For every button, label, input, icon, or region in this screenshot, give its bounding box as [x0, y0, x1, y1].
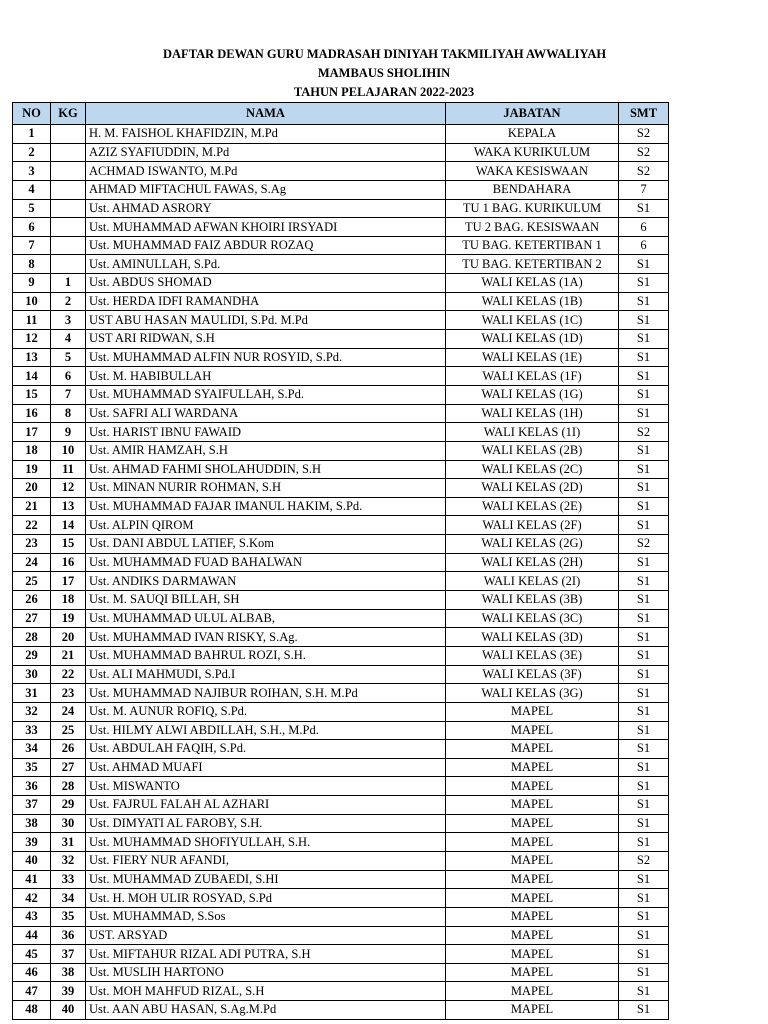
cell-no: 47 [13, 982, 51, 1001]
cell-nama: Ust. ABDUS SHOMAD [86, 274, 446, 293]
cell-kg: 35 [51, 907, 86, 926]
cell-kg: 9 [51, 423, 86, 442]
cell-nama: Ust. DIMYATI AL FAROBY, S.H. [86, 814, 446, 833]
cell-jabatan: MAPEL [446, 702, 619, 721]
cell-smt: S2 [619, 851, 669, 870]
cell-jabatan: KEPALA [446, 125, 619, 144]
teacher-table [12, 102, 669, 1020]
cell-jabatan: WAKA KURIKULUM [446, 143, 619, 162]
cell-no: 31 [13, 684, 51, 703]
cell-jabatan: WALI KELAS (2D) [446, 479, 619, 498]
cell-jabatan: WALI KELAS (2G) [446, 535, 619, 554]
cell-kg: 36 [51, 926, 86, 945]
cell-kg: 30 [51, 814, 86, 833]
cell-jabatan: MAPEL [446, 982, 619, 1001]
cell-no: 24 [13, 553, 51, 572]
table-row [13, 199, 669, 218]
cell-kg: 2 [51, 292, 86, 311]
cell-smt: S1 [619, 311, 669, 330]
cell-nama: Ust. HARIST IBNU FAWAID [86, 423, 446, 442]
table-row [13, 945, 669, 964]
table-row [13, 833, 669, 852]
cell-nama: Ust. FIERY NUR AFANDI, [86, 851, 446, 870]
cell-jabatan: MAPEL [446, 945, 619, 964]
cell-nama: Ust. AHMAD MUAFI [86, 758, 446, 777]
cell-smt: S1 [619, 441, 669, 460]
cell-nama: Ust. M. SAUQI BILLAH, SH [86, 591, 446, 610]
cell-jabatan: WALI KELAS (3E) [446, 646, 619, 665]
cell-no: 19 [13, 460, 51, 479]
cell-nama: Ust. MUHAMMAD ALFIN NUR ROSYID, S.Pd. [86, 348, 446, 367]
cell-no: 48 [13, 1001, 51, 1020]
table-row [13, 665, 669, 684]
cell-smt: S1 [619, 926, 669, 945]
cell-kg [51, 218, 86, 237]
cell-jabatan: TU 2 BAG. KESISWAAN [446, 218, 619, 237]
table-row [13, 479, 669, 498]
cell-nama: Ust. MOH MAHFUD RIZAL, S.H [86, 982, 446, 1001]
table-row [13, 591, 669, 610]
cell-smt: S1 [619, 553, 669, 572]
cell-jabatan: MAPEL [446, 721, 619, 740]
cell-no: 45 [13, 945, 51, 964]
table-row [13, 796, 669, 815]
cell-jabatan: MAPEL [446, 796, 619, 815]
table-row [13, 907, 669, 926]
cell-no: 5 [13, 199, 51, 218]
cell-smt: S2 [619, 535, 669, 554]
cell-no: 33 [13, 721, 51, 740]
cell-kg: 6 [51, 367, 86, 386]
cell-jabatan: WALI KELAS (1G) [446, 385, 619, 404]
cell-no: 38 [13, 814, 51, 833]
table-header-row [13, 103, 669, 125]
cell-smt: S2 [619, 162, 669, 181]
table-row [13, 516, 669, 535]
cell-nama: Ust. MUHAMMAD IVAN RISKY, S.Ag. [86, 628, 446, 647]
header-no: NO [13, 103, 51, 125]
cell-smt: S1 [619, 274, 669, 293]
table-row [13, 609, 669, 628]
cell-no: 3 [13, 162, 51, 181]
cell-nama: Ust. MUHAMMAD SYAIFULLAH, S.Pd. [86, 385, 446, 404]
cell-nama: Ust. ALI MAHMUDI, S.Pd.I [86, 665, 446, 684]
cell-jabatan: MAPEL [446, 907, 619, 926]
cell-jabatan: MAPEL [446, 777, 619, 796]
table-row [13, 628, 669, 647]
cell-smt: S1 [619, 497, 669, 516]
cell-smt: S1 [619, 591, 669, 610]
cell-kg [51, 180, 86, 199]
cell-nama: Ust. MUHAMMAD, S.Sos [86, 907, 446, 926]
table-row [13, 777, 669, 796]
cell-smt: S1 [619, 796, 669, 815]
cell-no: 13 [13, 348, 51, 367]
cell-no: 12 [13, 330, 51, 349]
cell-jabatan: WALI KELAS (2C) [446, 460, 619, 479]
table-row [13, 255, 669, 274]
cell-kg [51, 125, 86, 144]
document-title: DAFTAR DEWAN GURU MADRASAH DINIYAH TAKMILIYAH AWWALIYAH [163, 47, 607, 61]
cell-smt: S1 [619, 907, 669, 926]
header-nama: NAMA [86, 103, 446, 125]
cell-no: 35 [13, 758, 51, 777]
cell-jabatan: WALI KELAS (2B) [446, 441, 619, 460]
table-row [13, 404, 669, 423]
cell-nama: Ust. SAFRI ALI WARDANA [86, 404, 446, 423]
cell-jabatan: WALI KELAS (3F) [446, 665, 619, 684]
cell-smt: S1 [619, 385, 669, 404]
cell-jabatan: WALI KELAS (2I) [446, 572, 619, 591]
cell-kg: 18 [51, 591, 86, 610]
cell-kg: 8 [51, 404, 86, 423]
cell-smt: S2 [619, 423, 669, 442]
cell-kg: 24 [51, 702, 86, 721]
table-row [13, 870, 669, 889]
cell-no: 46 [13, 963, 51, 982]
cell-kg: 29 [51, 796, 86, 815]
cell-nama: AZIZ SYAFIUDDIN, M.Pd [86, 143, 446, 162]
cell-kg: 10 [51, 441, 86, 460]
cell-smt: S1 [619, 1001, 669, 1020]
cell-kg: 11 [51, 460, 86, 479]
cell-kg: 13 [51, 497, 86, 516]
cell-nama: Ust. AHMAD ASRORY [86, 199, 446, 218]
cell-jabatan: MAPEL [446, 963, 619, 982]
cell-smt: S1 [619, 982, 669, 1001]
table-row [13, 348, 669, 367]
cell-jabatan: MAPEL [446, 889, 619, 908]
school-name: MAMBAUS SHOLIHIN [317, 66, 451, 80]
cell-smt: S2 [619, 125, 669, 144]
cell-smt: S1 [619, 404, 669, 423]
cell-no: 37 [13, 796, 51, 815]
cell-smt: S1 [619, 684, 669, 703]
cell-nama: Ust. MUHAMMAD FAIZ ABDUR ROZAQ [86, 236, 446, 255]
cell-smt: S1 [619, 255, 669, 274]
cell-no: 4 [13, 180, 51, 199]
cell-smt: S1 [619, 963, 669, 982]
cell-kg: 39 [51, 982, 86, 1001]
cell-smt: S1 [619, 814, 669, 833]
table-row [13, 702, 669, 721]
table-row [13, 646, 669, 665]
cell-no: 29 [13, 646, 51, 665]
cell-kg: 14 [51, 516, 86, 535]
cell-nama: Ust. MUHAMMAD FAJAR IMANUL HAKIM, S.Pd. [86, 497, 446, 516]
cell-nama: Ust. FAJRUL FALAH AL AZHARI [86, 796, 446, 815]
cell-kg: 38 [51, 963, 86, 982]
cell-no: 9 [13, 274, 51, 293]
cell-kg: 34 [51, 889, 86, 908]
cell-kg: 3 [51, 311, 86, 330]
cell-kg: 19 [51, 609, 86, 628]
cell-no: 27 [13, 609, 51, 628]
table-row [13, 740, 669, 759]
cell-no: 6 [13, 218, 51, 237]
cell-smt: S1 [619, 702, 669, 721]
cell-smt: S1 [619, 609, 669, 628]
cell-smt: S1 [619, 628, 669, 647]
table-row [13, 367, 669, 386]
cell-jabatan: WALI KELAS (1B) [446, 292, 619, 311]
table-row [13, 218, 669, 237]
cell-no: 34 [13, 740, 51, 759]
cell-jabatan: WAKA KESISWAAN [446, 162, 619, 181]
cell-kg: 12 [51, 479, 86, 498]
cell-no: 32 [13, 702, 51, 721]
cell-kg: 37 [51, 945, 86, 964]
table-row [13, 385, 669, 404]
table-row [13, 572, 669, 591]
cell-kg: 1 [51, 274, 86, 293]
cell-no: 36 [13, 777, 51, 796]
cell-kg: 32 [51, 851, 86, 870]
table-row [13, 311, 669, 330]
cell-smt: S1 [619, 945, 669, 964]
cell-jabatan: MAPEL [446, 870, 619, 889]
cell-nama: Ust. MUHAMMAD BAHRUL ROZI, S.H. [86, 646, 446, 665]
cell-nama: Ust. MUHAMMAD ZUBAEDI, S.HI [86, 870, 446, 889]
cell-no: 21 [13, 497, 51, 516]
cell-smt: S1 [619, 740, 669, 759]
cell-jabatan: TU BAG. KETERTIBAN 2 [446, 255, 619, 274]
table-row [13, 684, 669, 703]
cell-no: 41 [13, 870, 51, 889]
table-row [13, 889, 669, 908]
cell-jabatan: WALI KELAS (2E) [446, 497, 619, 516]
table-row [13, 963, 669, 982]
cell-no: 40 [13, 851, 51, 870]
cell-nama: Ust. ALPIN QIROM [86, 516, 446, 535]
cell-no: 10 [13, 292, 51, 311]
cell-jabatan: WALI KELAS (3B) [446, 591, 619, 610]
cell-jabatan: MAPEL [446, 814, 619, 833]
cell-no: 18 [13, 441, 51, 460]
header-jabatan: JABATAN [446, 103, 619, 125]
cell-no: 23 [13, 535, 51, 554]
cell-kg: 21 [51, 646, 86, 665]
cell-nama: Ust. HILMY ALWI ABDILLAH, S.H., M.Pd. [86, 721, 446, 740]
cell-no: 30 [13, 665, 51, 684]
cell-smt: S1 [619, 516, 669, 535]
cell-jabatan: WALI KELAS (1E) [446, 348, 619, 367]
cell-jabatan: MAPEL [446, 833, 619, 852]
cell-kg: 22 [51, 665, 86, 684]
cell-kg: 40 [51, 1001, 86, 1020]
cell-jabatan: WALI KELAS (3D) [446, 628, 619, 647]
cell-no: 42 [13, 889, 51, 908]
cell-jabatan: WALI KELAS (3G) [446, 684, 619, 703]
cell-smt: 6 [619, 236, 669, 255]
cell-smt: S1 [619, 646, 669, 665]
cell-jabatan: WALI KELAS (2H) [446, 553, 619, 572]
cell-jabatan: WALI KELAS (1A) [446, 274, 619, 293]
table-row [13, 535, 669, 554]
cell-jabatan: MAPEL [446, 740, 619, 759]
cell-nama: Ust. MUHAMMAD AFWAN KHOIRI IRSYADI [86, 218, 446, 237]
table-row [13, 721, 669, 740]
table-row [13, 926, 669, 945]
cell-kg: 26 [51, 740, 86, 759]
cell-jabatan: WALI KELAS (1D) [446, 330, 619, 349]
cell-no: 39 [13, 833, 51, 852]
cell-smt: S2 [619, 143, 669, 162]
cell-nama: Ust. AAN ABU HASAN, S.Ag.M.Pd [86, 1001, 446, 1020]
cell-kg [51, 162, 86, 181]
cell-no: 16 [13, 404, 51, 423]
cell-no: 2 [13, 143, 51, 162]
cell-nama: Ust. MUHAMMAD ULUL ALBAB, [86, 609, 446, 628]
cell-smt: S1 [619, 367, 669, 386]
cell-kg: 5 [51, 348, 86, 367]
table-row [13, 460, 669, 479]
cell-smt: S1 [619, 758, 669, 777]
cell-jabatan: MAPEL [446, 758, 619, 777]
cell-kg [51, 199, 86, 218]
cell-nama: Ust. MUSLIH HARTONO [86, 963, 446, 982]
cell-jabatan: WALI KELAS (1F) [446, 367, 619, 386]
cell-nama: Ust. AMINULLAH, S.Pd. [86, 255, 446, 274]
table-row [13, 982, 669, 1001]
table-row [13, 1001, 669, 1020]
cell-kg: 27 [51, 758, 86, 777]
cell-no: 15 [13, 385, 51, 404]
cell-smt: S1 [619, 348, 669, 367]
cell-smt: S1 [619, 870, 669, 889]
cell-no: 26 [13, 591, 51, 610]
cell-no: 44 [13, 926, 51, 945]
cell-kg: 33 [51, 870, 86, 889]
cell-no: 8 [13, 255, 51, 274]
cell-no: 28 [13, 628, 51, 647]
cell-nama: Ust. MUHAMMAD SHOFIYULLAH, S.H. [86, 833, 446, 852]
cell-nama: Ust. MISWANTO [86, 777, 446, 796]
cell-nama: Ust. ABDULAH FAQIH, S.Pd. [86, 740, 446, 759]
cell-smt: S1 [619, 833, 669, 852]
table-row [13, 180, 669, 199]
cell-kg [51, 255, 86, 274]
table-row [13, 162, 669, 181]
cell-smt: S1 [619, 292, 669, 311]
cell-no: 43 [13, 907, 51, 926]
cell-nama: Ust. ANDIKS DARMAWAN [86, 572, 446, 591]
cell-nama: H. M. FAISHOL KHAFIDZIN, M.Pd [86, 125, 446, 144]
cell-kg: 4 [51, 330, 86, 349]
cell-jabatan: TU BAG. KETERTIBAN 1 [446, 236, 619, 255]
cell-jabatan: BENDAHARA [446, 180, 619, 199]
table-row [13, 236, 669, 255]
cell-jabatan: WALI KELAS (1I) [446, 423, 619, 442]
cell-kg: 20 [51, 628, 86, 647]
cell-smt: S1 [619, 572, 669, 591]
cell-nama: Ust. M. HABIBULLAH [86, 367, 446, 386]
cell-nama: UST. ARSYAD [86, 926, 446, 945]
cell-kg: 7 [51, 385, 86, 404]
cell-nama: Ust. MIFTAHUR RIZAL ADI PUTRA, S.H [86, 945, 446, 964]
cell-kg: 28 [51, 777, 86, 796]
table-row [13, 125, 669, 144]
cell-smt: S1 [619, 777, 669, 796]
table-body [13, 125, 669, 1020]
table-row [13, 851, 669, 870]
cell-nama: Ust. DANI ABDUL LATIEF, S.Kom [86, 535, 446, 554]
cell-nama: Ust. HERDA IDFI RAMANDHA [86, 292, 446, 311]
cell-nama: Ust. MUHAMMAD FUAD BAHALWAN [86, 553, 446, 572]
cell-jabatan: MAPEL [446, 851, 619, 870]
cell-jabatan: TU 1 BAG. KURIKULUM [446, 199, 619, 218]
cell-nama: Ust. MINAN NURIR ROHMAN, S.H [86, 479, 446, 498]
table-row [13, 330, 669, 349]
table-row [13, 497, 669, 516]
cell-smt: S1 [619, 889, 669, 908]
table-row [13, 143, 669, 162]
cell-no: 1 [13, 125, 51, 144]
table-row [13, 292, 669, 311]
cell-kg: 16 [51, 553, 86, 572]
cell-kg: 17 [51, 572, 86, 591]
cell-no: 7 [13, 236, 51, 255]
cell-smt: 6 [619, 218, 669, 237]
cell-nama: Ust. MUHAMMAD NAJIBUR ROIHAN, S.H. M.Pd [86, 684, 446, 703]
cell-smt: S1 [619, 721, 669, 740]
table-row [13, 814, 669, 833]
cell-nama: Ust. M. AUNUR ROFIQ, S.Pd. [86, 702, 446, 721]
cell-jabatan: WALI KELAS (1H) [446, 404, 619, 423]
table-row [13, 441, 669, 460]
cell-nama: Ust. AHMAD FAHMI SHOLAHUDDIN, S.H [86, 460, 446, 479]
academic-year: TAHUN PELAJARAN 2022-2023 [293, 85, 475, 99]
cell-smt: S1 [619, 665, 669, 684]
cell-kg: 31 [51, 833, 86, 852]
table-row [13, 758, 669, 777]
cell-kg [51, 236, 86, 255]
header-smt: SMT [619, 103, 669, 125]
cell-smt: S1 [619, 460, 669, 479]
cell-jabatan: MAPEL [446, 1001, 619, 1020]
cell-kg [51, 143, 86, 162]
cell-no: 14 [13, 367, 51, 386]
cell-nama: AHMAD MIFTACHUL FAWAS, S.Ag [86, 180, 446, 199]
cell-no: 22 [13, 516, 51, 535]
cell-jabatan: WALI KELAS (2F) [446, 516, 619, 535]
cell-no: 11 [13, 311, 51, 330]
cell-nama: UST ARI RIDWAN, S.H [86, 330, 446, 349]
cell-nama: Ust. H. MOH ULIR ROSYAD, S.Pd [86, 889, 446, 908]
cell-nama: UST ABU HASAN MAULIDI, S.Pd. M.Pd [86, 311, 446, 330]
cell-no: 25 [13, 572, 51, 591]
cell-nama: ACHMAD ISWANTO, M.Pd [86, 162, 446, 181]
cell-smt: S1 [619, 199, 669, 218]
cell-smt: S1 [619, 479, 669, 498]
header-kg: KG [51, 103, 86, 125]
cell-no: 17 [13, 423, 51, 442]
cell-jabatan: WALI KELAS (3C) [446, 609, 619, 628]
cell-jabatan: WALI KELAS (1C) [446, 311, 619, 330]
cell-smt: S1 [619, 330, 669, 349]
cell-smt: 7 [619, 180, 669, 199]
cell-kg: 25 [51, 721, 86, 740]
cell-jabatan: MAPEL [446, 926, 619, 945]
cell-no: 20 [13, 479, 51, 498]
table-row [13, 423, 669, 442]
table-row [13, 553, 669, 572]
cell-kg: 23 [51, 684, 86, 703]
cell-nama: Ust. AMIR HAMZAH, S.H [86, 441, 446, 460]
table-row [13, 274, 669, 293]
cell-kg: 15 [51, 535, 86, 554]
